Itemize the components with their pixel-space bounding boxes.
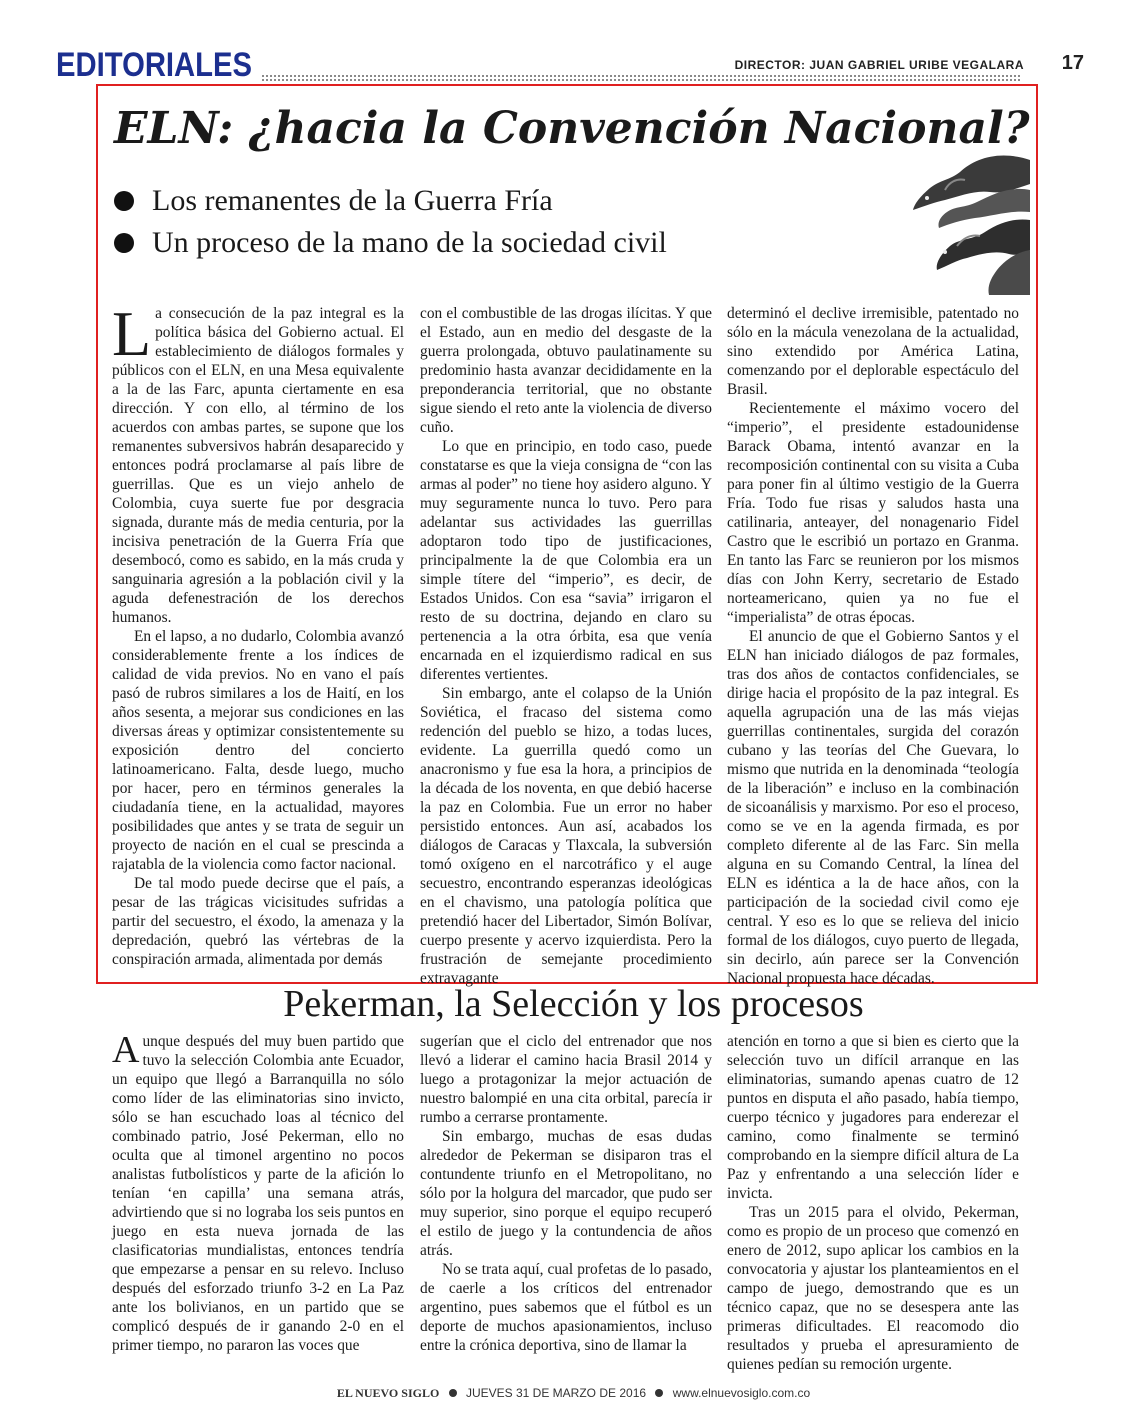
- article2-column-1: [112, 1029, 404, 1355]
- bullet-icon: [449, 1389, 457, 1397]
- article2-column-2: [420, 1032, 712, 1355]
- dropcap: A: [112, 1029, 140, 1071]
- bullet-icon: [655, 1389, 663, 1397]
- horses-sculpture-icon: [905, 150, 1030, 295]
- paragraph: La consecución de la paz integral es la política básica del Gobierno actual. El establecimiento de diálogos formales y públicos con el ELN, en una Mesa equivalente a la de las Farc, apunta ciertamente en esa dirección. Y con ello, al término de los acuerdos con ambas partes, se supone que los remanentes subversivos habrán desaparecido y entonces podrá proclamarse al país libre de guerrillas. Que es un viejo anhelo de Colombia, cuya suerte fue por desgracia signada, durante más de media centuria, por la incisiva penetración de la Guerra Fría que desembocó, como es sabido, en la más cruda y sanguinaria agresión a la población civil y la aguda defenestración de los derechos humanos.: [112, 298, 404, 626]
- bullet-icon: [114, 191, 134, 211]
- paragraph: con el combustible de las drogas ilícitas. Y que el Estado, aun en medio del desgaste de la guerra prolongada, obtuvo paulatinamente su predominio hasta avanzar decididamente en la preponderancia territorial, que no obstante sigue siendo el reto ante la violencia de diverso cuño.: [420, 305, 712, 436]
- paragraph: determinó el declive irremisible, patentado no sólo en la mácula venezolana de la actualidad, sino extendido por América Latina, comenzando por el deplorable espectáculo del Brasil.: [727, 305, 1019, 398]
- paragraph: Sin embargo, muchas de esas dudas alrededor de Pekerman se disiparon tras el contundente triunfo en el Metropolitano, no sólo por la holgura del marcador, que pudo ser muy superior, sino porque el equipo recuperó el estilo de juego y la contundencia de años atrás.: [420, 1128, 712, 1259]
- dropcap: L: [112, 298, 152, 369]
- editorial-column-1: [112, 298, 404, 969]
- paragraph: Recientemente el máximo vocero del “imperio”, el presidente estadounidense Barack Obama, intentó avanzar en la recomposición continental con su visita a Cuba para poner fin al último vestigio de la Guerra Fría. Todo fue risas y saludos hasta una catilinaria, anteayer, del nonagenario Fidel Castro que le escribió un portazo en Granma. En tanto las Farc se reunieron por los mismos días con John Kerry, secretario de Estado norteamericano, quien ya no fue el “imperialista” de otras épocas.: [727, 400, 1019, 626]
- subhead-text: Un proceso de la mano de la sociedad civil: [152, 226, 667, 259]
- dotted-rule: [261, 74, 1021, 82]
- editorial-column-3: [727, 304, 1019, 988]
- section-label: EDITORIALES: [56, 46, 253, 84]
- paragraph: De tal modo puede decirse que el país, a pesar de las trágicas vicisitudes sufridas a partir del secuestro, el éxodo, la amenaza y la depredación, quebró las vértebras de la conspiración armada, alimentada por demás: [112, 875, 404, 968]
- footer-brand: EL NUEVO SIGLO: [336, 1386, 440, 1400]
- masthead: [56, 44, 1086, 84]
- paragraph: El anuncio de que el Gobierno Santos y el ELN han iniciado diálogos de paz formales, tras dos años de contactos confidenciales, se dirige hacia el propósito de la paz integral. Es aquella agrupación una de las más viejas guerrillas continentales, surgida del corazón cubano y las teorías del Che Guevara, lo mismo que nutrida en la denominada “teología de la liberación” e incluso en la combinación de sicoanálisis y marxismo. Por eso el proceso, como se ve en la agenda firmada, es por completo diferente al de las Farc. Sin mella alguna en su Comando Central, la línea del ELN es idéntica a la de hace años, con la participación de la sociedad civil como eje central. Y eso es lo que se relieva del inicio formal de los diálogos, cuyo puerto de llegada, sin decirlo, aún parece ser la Convención Nacional propuesta hace décadas.: [727, 628, 1019, 987]
- article2-column-3: [727, 1032, 1019, 1374]
- paragraph: sugerían que el ciclo del entrenador que nos llevó a liderar el camino hacia Brasil 2014 y luego a protagonizar la mejor actuación de nuestro balompié en una cita orbital, parecía ir rumbo a cerrarse prontamente.: [420, 1033, 712, 1126]
- editorial-title: ELN: ¿hacia la Convención Nacional?: [114, 103, 1030, 154]
- paragraph: Aunque después del muy buen partido que tuvo la selección Colombia ante Ecuador, un equipo que llegó a Barranquilla no sólo como líder de las eliminatorias sino invicto, sólo se han escuchado loas al técnico del combinado patrio, José Pekerman, ello no oculta que al timonel argentino no pocos analistas futbolísticos y parte de la afición lo tenían ‘en capilla’ una semana atrás, advirtiendo que si no lograba los seis puntos en juego en esta nueva jornada de las clasificatorias mundialistas, entonces tendría que empezarse a pensar en su relevo. Incluso después del esforzado triunfo 3-2 en La Paz ante los bolivianos, en un partido que se complicó después de ir ganando 2-0 en el primer tiempo, no pararon las voces que: [112, 1029, 404, 1354]
- paragraph: Lo que en principio, en todo caso, puede constatarse es que la vieja consigna de “con las armas al poder” no tiene hoy asidero alguno. Y muy seguramente nunca lo tuvo. Pero para adelantar sus actividades las guerrillas adoptaron todo tipo de justificaciones, principalmente la de que Colombia era un simple títere del “imperio”, es decir, de Estados Unidos. Con esa “savia” irrigaron el resto de su doctrina, dejando en claro su pertenencia a la otra órbita, esa que venía encarnada en el izquierdismo radical en sus diferentes vertientes.: [420, 438, 712, 683]
- editorial-subheads: [114, 180, 667, 264]
- paragraph: Tras un 2015 para el olvido, Pekerman, como es propio de un proceso que comenzó en enero de 2012, supo aplicar los cambios en la convocatoria y ajustar los planteamientos en el campo de juego, demostrando que es un técnico capaz, que no se desespera ante las primeras dificultades. El reacomodo dio resultados y prueba el apresuramiento de quienes pedían su remoción urgente.: [727, 1204, 1019, 1373]
- footer-url: www.elnuevosiglo.com.co: [672, 1386, 811, 1400]
- article2-title: Pekerman, la Selección y los procesos: [283, 983, 864, 1025]
- subhead-text: Los remanentes de la Guerra Fría: [152, 184, 553, 217]
- page-footer: [0, 1386, 1147, 1401]
- paragraph: No se trata aquí, cual profetas de lo pasado, de caerle a los críticos del entrenador argentino, pues sabemos que el fútbol es un deporte de muchos apasionamientos, incluso entre la crónica deportiva, sino de llamar la: [420, 1261, 712, 1354]
- paragraph: Sin embargo, ante el colapso de la Unión Soviética, el fracaso del sistema como redención del pueblo se hizo, a todas luces, evidente. La guerrilla quedó como un anacronismo y fue esa la hora, a principios de la década de los noventa, en que debió hacerse la paz en Colombia. Fue un error no haber persistido entonces. Aun así, acabados los diálogos de Caracas y Tlaxcala, la subversión tomó oxígeno en el narcotráfico y el auge secuestro, encontrando esperanzas ideológicas en el chavismo, una patología política que pretendió hacer del Libertador, Simón Bolívar, cuerpo presente y acervo izquierdista. Pero la frustración de semejante procedimiento extravagante: [420, 685, 712, 987]
- subhead-item: [114, 222, 667, 264]
- paragraph: atención en torno a que si bien es cierto que la selección tuvo un difícil arranque en las eliminatorias, sumando apenas cuatro de 12 puntos en disputa el año pasado, había tiempo, cuerpo técnico y jugadores para enderezar el camino, como finalmente se terminó comprobando en la siempre difícil altura de La Paz y enfrentando a una selección líder e invicta.: [727, 1033, 1019, 1202]
- director-credit: DIRECTOR: JUAN GABRIEL URIBE VEGALARA: [734, 58, 1024, 72]
- bullet-icon: [114, 233, 134, 253]
- paragraph: En el lapso, a no dudarlo, Colombia avanzó considerablemente frente a los índices de calidad de vida previos. No en vano el país pasó de rubros similares a los de Haití, en los años sesenta, a mejorar sus condiciones en las diversas áreas y optimizar consistentemente su exposición dentro del concierto latinoamericano. Falta, desde luego, mucho por hacer, pero en términos generales la ciudadanía tiene, en la actualidad, mayores posibilidades que antes y se trata de seguir un proyecto de nación en el cual se prescinda a rajatabla de la violencia como factor nacional.: [112, 628, 404, 873]
- page-number: 17: [1061, 52, 1084, 74]
- editorial-column-2: [420, 304, 712, 988]
- subhead-item: [114, 180, 667, 222]
- footer-date: JUEVES 31 DE MARZO DE 2016: [465, 1386, 647, 1400]
